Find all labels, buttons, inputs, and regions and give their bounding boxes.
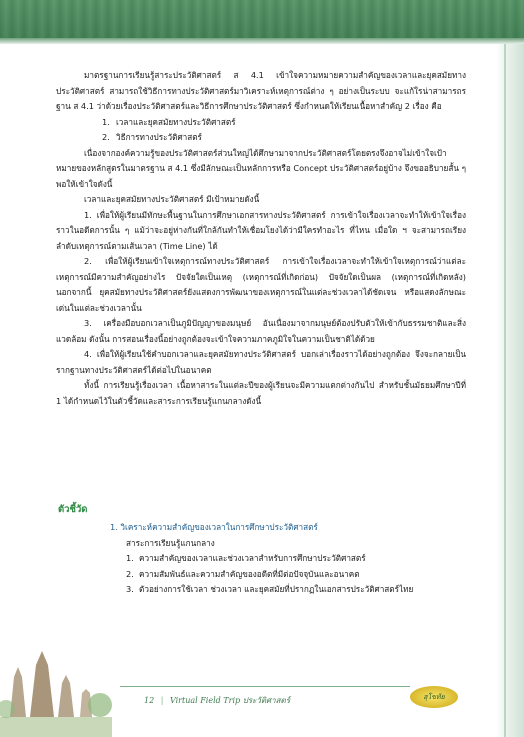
indicator-title: 1. วิเคราะห์ความสำคัญของเวลาในการศึกษาประวัติศาสตร์ — [110, 522, 318, 532]
list-item: 1. เวลาและยุคสมัยทางประวัติศาสตร์ — [102, 116, 236, 127]
footer-divider — [120, 686, 410, 687]
closing-paragraph: ทั้งนี้ การเรียนรู้เรื่องเวลา เนื้อหาสาระในแต่ละปีของผู้เรียนจะมีความแตกต่างกันไป สำหรับชั้นมัธยมศึกษาปีที่ 1 ได้กำหนดไว้ในตัวชี้วัดและสาระการเรียนรู้แกนกลางดังนี้ — [56, 380, 466, 406]
goal-intro: เวลาและยุคสมัยทางประวัติศาสตร์ มีเป้าหมายดังนี้ — [84, 194, 260, 204]
goal-item-3: 3. เครื่องมือบอกเวลาเป็นภูมิปัญญาของมนุษย์ อันเนื่องมาจากมนุษย์ต้องปรับตัวให้เข้ากับธรรมชาติและสิ่งแวดล้อม ดังนั้น การสอนเรื่องนี้อย่างถูกต้องจะเข้าใจความภาคภูมิใจในความเป็นชาติได้ด้วย — [56, 318, 466, 344]
body-text — [56, 68, 466, 409]
top-decorative-banner — [0, 0, 524, 44]
indicators-block — [110, 520, 470, 598]
goal-item-4: 4. เพื่อให้ผู้เรียนใช้คำบอกเวลาและยุคสมัยทางประวัติศาสตร์ บอกเล่าเรื่องราวได้อย่างถูกต้อง จึงจะกลายเป็นรากฐานทางประวัติศาสตร์ได้ต่อไปในอนาคต — [56, 349, 466, 375]
goal-item-2: 2. เพื่อให้ผู้เรียนเข้าใจเหตุการณ์ทางประวัติศาสตร์ การเข้าใจเรื่องเวลาจะทำให้เข้าใจเหตุการณ์ว่าแต่ละเหตุการณ์มีความสำคัญอย่างไร ปัจจัยใดเป็นเหตุ (เหตุการณ์ที่เกิดก่อน) ปัจจัยใดเป็นผล (เหตุการณ์ที่เกิดหลัง) นอกจากนี้ ยุคสมัยทางประวัติศาสตร์ยังแสดงการพัฒนาของเหตุการณ์ในแต่ละช่วงเวลาได้ชัดเจน หรือแสดงลักษณะเด่นในแต่ละช่วงเวลานั้น — [56, 256, 466, 313]
temple-ruins-illustration — [0, 637, 112, 737]
list-item: 2. วิธีการทางประวัติศาสตร์ — [102, 132, 202, 142]
right-decorative-strip — [496, 44, 524, 737]
series-title: Virtual Field Trip ประวัติศาสตร์ — [169, 696, 290, 705]
sukhothai-logo: สุโขทัย — [410, 686, 458, 708]
footer: 12 | Virtual Field Trip ประวัติศาสตร์ — [144, 696, 290, 705]
intro-paragraph: มาตรฐานการเรียนรู้สาระประวัติศาสตร์ ส 4.1 เข้าใจความหมายความสำคัญของเวลาและยุคสมัยทางประวัติศาสตร์ สามารถใช้วิธีการทางประวัติศาสตร์มาวิเคราะห์เหตุการณ์ต่าง ๆ อย่างเป็นระบบ จะแก้ใรน่าสามารถรฐาน ส 4.1 ว่าด้วยเรื่องประวัติศาสตร์และวิธีการศึกษาประวัติศาสตร์ ซึ่งกำหนดให้เรียนเนื้อหาสำคัญ 2 เรื่อง คือ — [56, 70, 466, 111]
explanation-paragraph: เนื่องจากองค์ความรู้ของประวัติศาสตร์ส่วนใหญ่ได้ศึกษามาจากประวัติศาสตร์โดยตรงจึงอาจไม่เข้าใจเป้าหมายของหลักสูตรในมาตรฐาน ส 4.1 ซึ่งมีลักษณะเป็นหลักการหรือ Concept ประวัติศาสตร์อยู่บ้าง จึงขออธิบายสั้น ๆ พอให้เข้าใจดังนี้ — [56, 147, 466, 189]
core-item: 3. ตัวอย่างการใช้เวลา ช่วงเวลา และยุคสมัยที่ปรากฏในเอกสารประวัติศาสตร์ไทย — [126, 584, 414, 594]
indicators-heading: ตัวชี้วัด — [58, 504, 88, 515]
core-content-label: สาระการเรียนรู้แกนกลาง — [126, 537, 215, 548]
goal-item-1: 1. เพื่อให้ผู้เรียนมีทักษะพื้นฐานในการศึกษาเอกสารทางประวัติศาสตร์ การเข้าใจเรื่องเวลาจะทำให้เข้าใจเรื่องราวในอดีตการนั้น ๆ แม้ว่าจะอยู่ห่างกันที่ใกล้กันทำให้เชื่อมโยงได้ว่ามีใครทำอะไร ที่ไหน เมื่อใด ฯ จะสามารถเรียงลำดับเหตุการณ์ตามเส้นเวลา (Time Line) ได้ — [56, 209, 466, 251]
core-item: 2. ความสัมพันธ์และความสำคัญของอดีตที่มีต่อปัจจุบันและอนาคต — [126, 568, 360, 579]
core-item: 1. ความสำคัญของเวลาและช่วงเวลาสำหรับการศึกษาประวัติศาสตร์ — [126, 553, 366, 563]
page-number: 12 — [144, 696, 155, 705]
